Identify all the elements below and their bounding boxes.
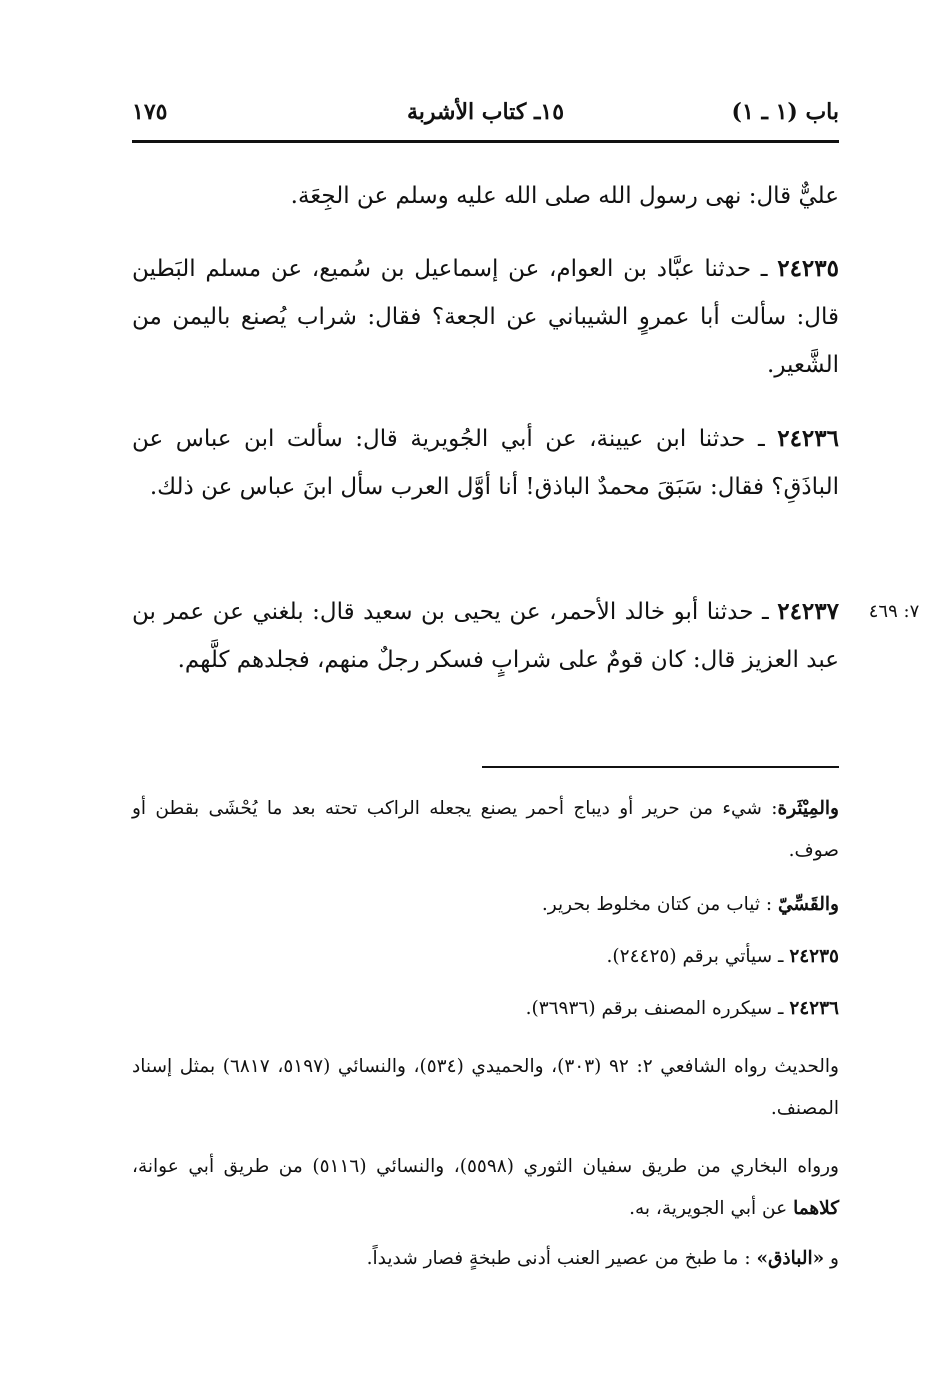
header-divider: [132, 140, 839, 143]
footnote-term: والمِيْثَرة: [777, 798, 839, 819]
margin-reference: ٧: ٤٦٩: [868, 601, 920, 622]
footnote-24236: [132, 988, 839, 1030]
hadith-number: ٢٤٢٣٥: [777, 255, 839, 282]
footnote-text: والحديث رواه الشافعي ٢: ٩٢ (٣٠٣)، والحميدي (٥٣٤)، والنسائي (٥١٩٧، ٦٨١٧) بمثل إسناد المصنف.: [132, 1056, 839, 1119]
footnote-sources-bukhari: [132, 1146, 839, 1230]
book-title: ١٥ـ كتاب الأشربة: [406, 99, 565, 125]
hadith-number: ٢٤٢٣٧: [777, 598, 839, 625]
footnote-term: «الباذق»: [756, 1248, 825, 1269]
footnote-text: ـ سيأتي برقم (٢٤٤٢٥).: [606, 946, 790, 967]
footnote-text: : ما طبخ من عصير العنب أدنى طبخةٍ فصار شديداً.: [366, 1248, 757, 1269]
chapter-heading: باب (١ ـ ١): [731, 99, 839, 125]
paragraph-continuation: [132, 172, 839, 220]
footnote-mithara: [132, 788, 839, 872]
footnote-sources-shafii: [132, 1046, 839, 1130]
hadith-text: ـ حدثنا أبو خالد الأحمر، عن يحيى بن سعيد قال: بلغني عن عمر بن عبد العزيز قال: كان قومٌ على شرابٍ فسكر رجلٌ منهم، فجلدهم كلَّهم.: [132, 599, 839, 673]
footnote-prefix: و: [824, 1248, 839, 1269]
page-number: ١٧٥: [132, 99, 168, 125]
footnote-text: ورواه البخاري من طريق سفيان الثوري (٥٥٩٨)، والنسائي (٥١١٦) من طريق أبي عوانة،: [132, 1156, 839, 1177]
footnote-qassi: [132, 884, 839, 926]
hadith-24237: [132, 588, 839, 684]
footnote-bold-word: كلاهما: [793, 1198, 839, 1219]
footnote-number: ٢٤٢٣٥: [789, 946, 839, 967]
running-header: [132, 92, 839, 132]
hadith-number: ٢٤٢٣٦: [777, 425, 839, 452]
hadith-24236: [132, 415, 839, 511]
hadith-text: ـ حدثنا ابن عيينة، عن أبي الجُويرية قال: سألت ابن عباس عن الباذَقِ؟ فقال: سَبَقَ محمدٌ الباذق! أنا أوَّل العرب سأل ابنَ عباس عن ذلك.: [132, 426, 839, 500]
footnote-text: عن أبي الجويرية، به.: [629, 1198, 794, 1219]
footnote-divider: [482, 766, 839, 768]
footnote-24235: [132, 936, 839, 978]
paragraph-text: عليٌّ قال: نهى رسول الله صلى الله عليه وسلم عن الجِعَة.: [290, 183, 839, 209]
hadith-text: ـ حدثنا عبَّاد بن العوام، عن إسماعيل بن سُميع، عن مسلم البَطين قال: سألت أبا عمروٍ الشيباني عن الجعة؟ فقال: شراب يُصنع باليمن من الشَّعير.: [132, 256, 839, 378]
footnote-number: ٢٤٢٣٦: [789, 998, 839, 1019]
footnote-text: : ثياب من كتان مخلوط بحرير.: [541, 894, 778, 915]
footnote-term: والقَسِّيّ: [778, 894, 839, 915]
footnote-text: ـ سيكرره المصنف برقم (٣٦٩٣٦).: [525, 998, 790, 1019]
footnote-badhiq: [132, 1238, 839, 1280]
hadith-24235: [132, 245, 839, 389]
footnote-text: : شيء من حرير أو ديباج أحمر يصنع يجعله الراكب تحته بعد ما يُحْشَى بقطن أو صوف.: [132, 798, 839, 861]
